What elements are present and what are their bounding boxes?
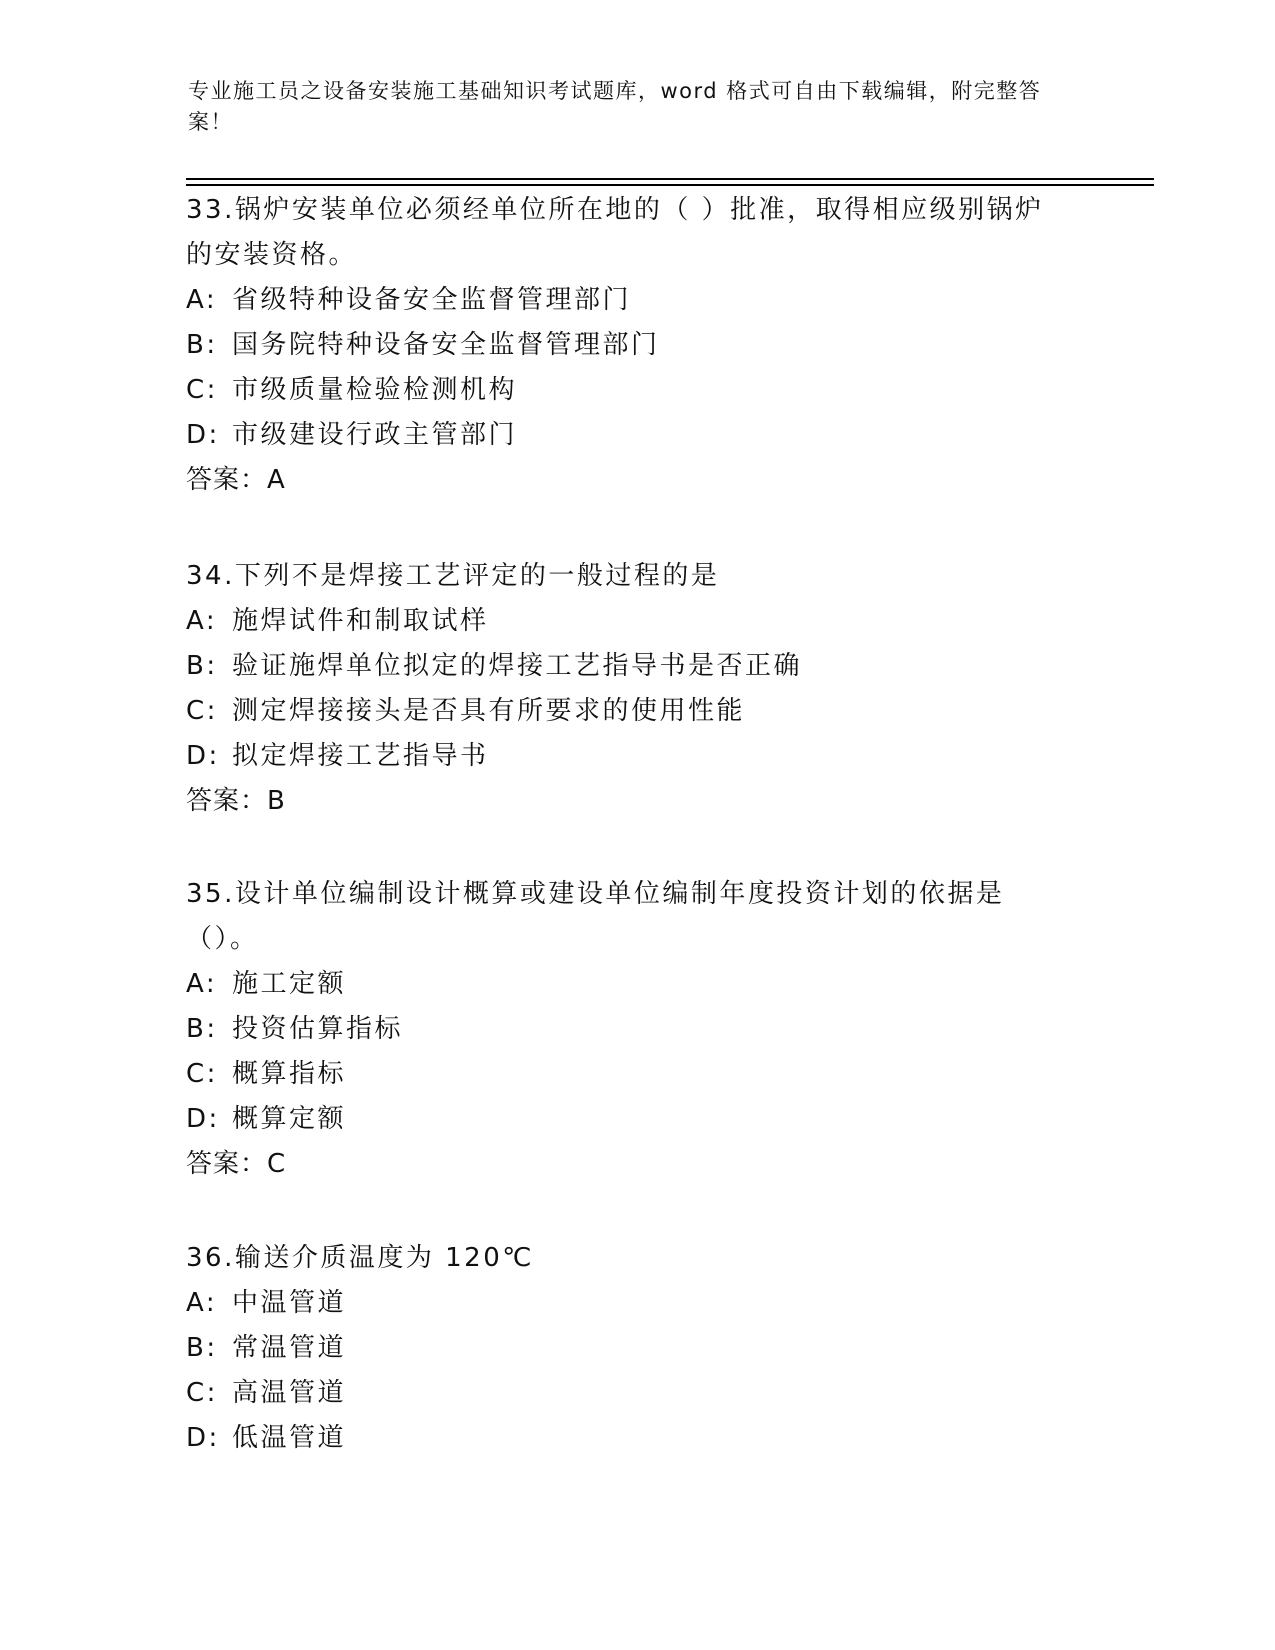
option-letter: B: — [186, 330, 218, 360]
option-c — [186, 1052, 1066, 1097]
option-b — [186, 644, 1066, 689]
option-a — [186, 1281, 1066, 1326]
option-d — [186, 1416, 1066, 1461]
option-letter: A: — [186, 606, 218, 636]
option-letter: C: — [186, 375, 218, 405]
option-text: 中温管道 — [232, 1288, 347, 1318]
option-b — [186, 1326, 1066, 1371]
option-letter: C: — [186, 1378, 218, 1408]
option-text: 验证施焊单位拟定的焊接工艺指导书是否正确 — [232, 651, 803, 681]
option-letter: D: — [186, 1104, 220, 1134]
option-text: 市级建设行政主管部门 — [232, 420, 518, 450]
option-d — [186, 413, 1066, 458]
question-36 — [186, 1236, 1066, 1461]
option-letter: C: — [186, 1059, 218, 1089]
question-33 — [186, 188, 1066, 503]
option-letter: D: — [186, 420, 220, 450]
option-letter: D: — [186, 741, 220, 771]
question-stem: 33.锅炉安装单位必须经单位所在地的（ ）批准，取得相应级别锅炉的安装资格。 — [186, 195, 1044, 270]
document-header: 专业施工员之设备安装施工基础知识考试题库，word 格式可自由下载编辑，附完整答案！ — [188, 79, 1042, 134]
option-text: 高温管道 — [232, 1378, 347, 1408]
option-text: 施工定额 — [232, 969, 347, 999]
answer: 答案：A — [186, 465, 286, 495]
option-d — [186, 734, 1066, 779]
option-text: 投资估算指标 — [232, 1014, 404, 1044]
header-divider-top — [186, 178, 1154, 180]
option-b — [186, 1007, 1066, 1052]
option-text: 概算定额 — [232, 1104, 347, 1134]
option-text: 市级质量检验检测机构 — [232, 375, 518, 405]
question-34 — [186, 554, 1066, 824]
answer: 答案：C — [186, 1149, 287, 1179]
option-text: 省级特种设备安全监督管理部门 — [232, 285, 632, 315]
option-c — [186, 689, 1066, 734]
option-d — [186, 1097, 1066, 1142]
option-a — [186, 599, 1066, 644]
option-text: 常温管道 — [232, 1333, 347, 1363]
option-text: 施焊试件和制取试样 — [232, 606, 489, 636]
question-stem: 34.下列不是焊接工艺评定的一般过程的是 — [186, 561, 720, 591]
option-letter: B: — [186, 651, 218, 681]
answer: 答案：B — [186, 786, 286, 816]
option-letter: A: — [186, 1288, 218, 1318]
option-c — [186, 1371, 1066, 1416]
option-letter: A: — [186, 969, 218, 999]
option-text: 概算指标 — [232, 1059, 347, 1089]
question-35 — [186, 872, 1066, 1187]
option-letter: A: — [186, 285, 218, 315]
question-stem: 35.设计单位编制设计概算或建设单位编制年度投资计划的依据是（）。 — [186, 879, 1005, 954]
question-stem: 36.输送介质温度为 120℃ — [186, 1243, 534, 1273]
option-b — [186, 323, 1066, 368]
option-c — [186, 368, 1066, 413]
option-letter: D: — [186, 1423, 220, 1453]
option-text: 拟定焊接工艺指导书 — [232, 741, 489, 771]
header-divider-bottom — [186, 184, 1154, 186]
option-a — [186, 962, 1066, 1007]
option-letter: B: — [186, 1014, 218, 1044]
option-text: 国务院特种设备安全监督管理部门 — [232, 330, 660, 360]
option-text: 测定焊接接头是否具有所要求的使用性能 — [232, 696, 746, 726]
option-letter: B: — [186, 1333, 218, 1363]
option-letter: C: — [186, 696, 218, 726]
option-a — [186, 278, 1066, 323]
option-text: 低温管道 — [232, 1423, 347, 1453]
